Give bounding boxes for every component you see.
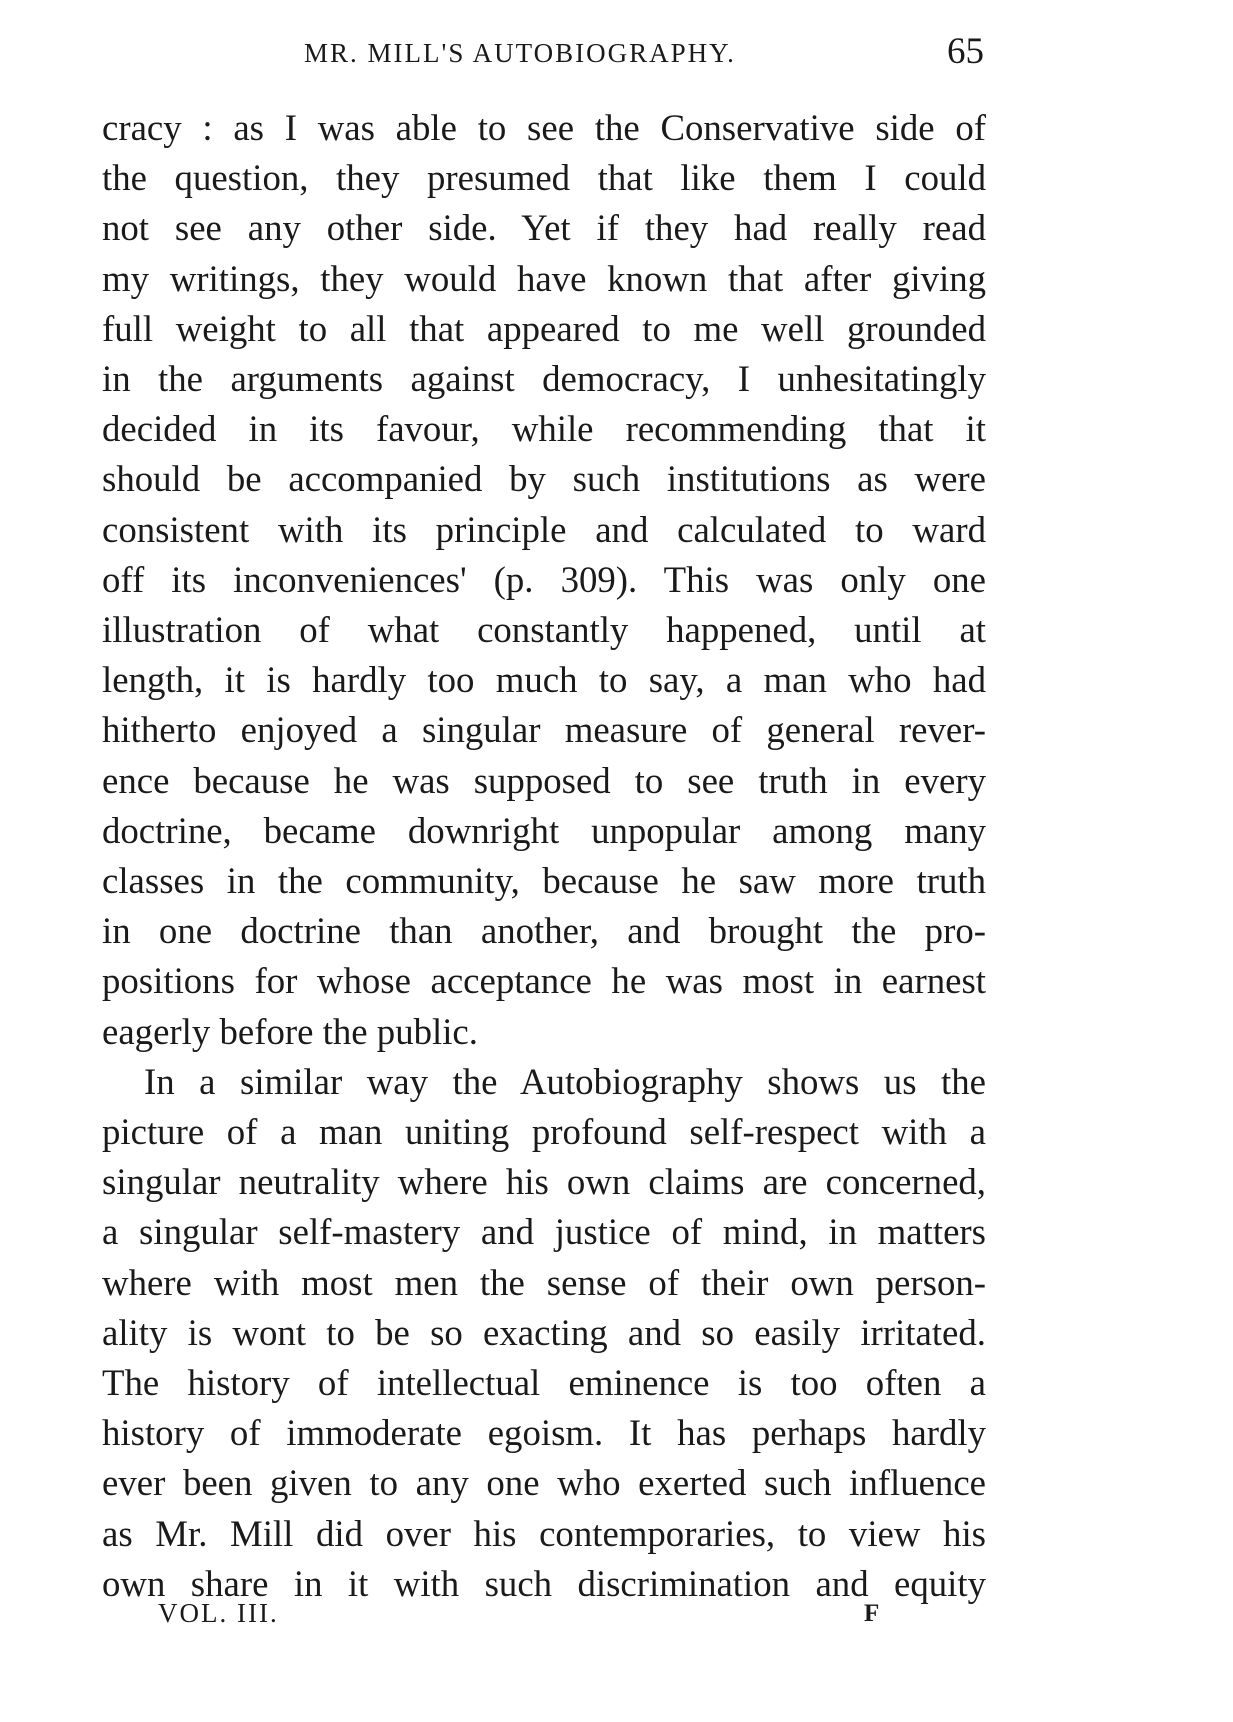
text-line: The history of intellectual eminence is too often a	[102, 1362, 986, 1404]
text-line: history of immoderate egoism. It has perhaps hardly	[102, 1412, 986, 1454]
text-line: decided in its favour, while recommending that it	[102, 408, 986, 450]
paragraph-2	[102, 1057, 986, 1609]
paragraph-1	[102, 103, 986, 1057]
page-footer	[102, 1598, 986, 1638]
volume-signature: VOL. III.	[158, 1598, 279, 1628]
text-line: my writings, they would have known that after giving	[102, 257, 986, 299]
text-line: a singular self-mastery and justice of mind, in matters	[102, 1211, 986, 1253]
text-line: ence because he was supposed to see truth in every	[102, 759, 986, 801]
text-line: the question, they presumed that like them I could	[102, 157, 986, 199]
running-head	[104, 30, 984, 80]
text-line: In a similar way the Autobiography shows us the	[144, 1060, 986, 1102]
text-line: consistent with its principle and calculated to ward	[102, 508, 986, 550]
text-line: where with most men the sense of their own person-	[102, 1261, 986, 1303]
text-line: off its inconveniences' (p. 309). This was only one	[102, 558, 986, 600]
text-line: cracy : as I was able to see the Conservative side of	[102, 107, 986, 148]
running-title: MR. MILL'S AUTOBIOGRAPHY.	[304, 38, 736, 68]
text-line: in the arguments against democracy, I unhesitatingly	[102, 358, 986, 400]
text-line: hitherto enjoyed a singular measure of general rever-	[102, 709, 986, 751]
text-line: doctrine, became downright unpopular among many	[102, 809, 986, 851]
text-line: ever been given to any one who exerted such influence	[102, 1462, 986, 1504]
text-line: not see any other side. Yet if they had really read	[102, 207, 986, 249]
text-line: eagerly before the public.	[102, 1010, 478, 1052]
text-line: classes in the community, because he saw more truth	[102, 860, 986, 902]
text-line: should be accompanied by such institutions as were	[102, 458, 986, 500]
body-text	[102, 103, 986, 1609]
text-line: as Mr. Mill did over his contemporaries, to view his	[102, 1512, 986, 1554]
text-line: in one doctrine than another, and brought the pro-	[102, 910, 986, 952]
text-line: positions for whose acceptance he was most in earnest	[102, 960, 986, 1002]
page-number: 65	[947, 31, 984, 72]
text-line: full weight to all that appeared to me well grounded	[102, 307, 986, 349]
sheet-mark: F	[864, 1600, 880, 1627]
text-line: length, it is hardly too much to say, a man who had	[102, 659, 986, 701]
text-line: singular neutrality where his own claims are concerned,	[102, 1161, 986, 1203]
text-line: own share in it with such discrimination and equity	[102, 1562, 986, 1604]
text-line: ality is wont to be so exacting and so easily irritated.	[102, 1311, 986, 1353]
text-line: picture of a man uniting profound self-respect with a	[102, 1111, 986, 1153]
text-line: illustration of what constantly happened, until at	[102, 609, 986, 651]
